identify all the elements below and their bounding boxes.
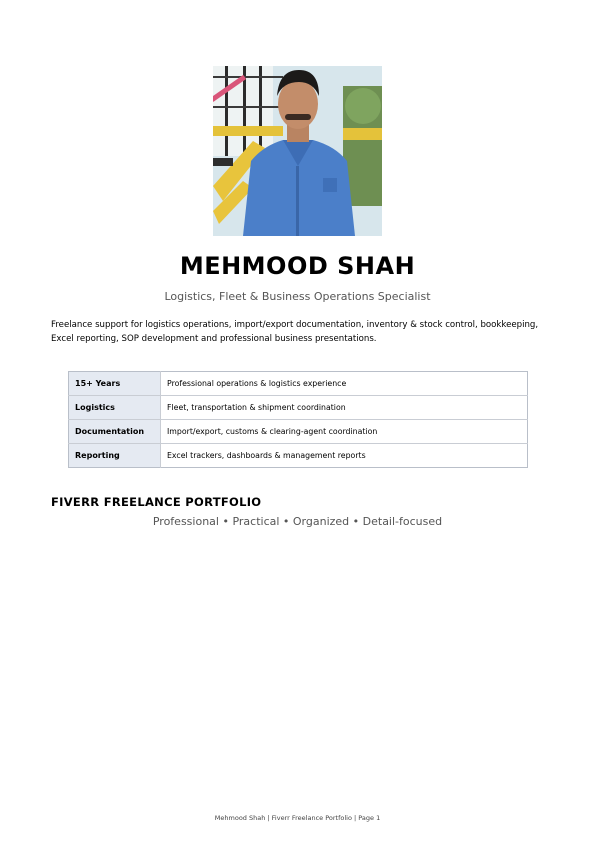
table-row <box>69 396 528 420</box>
table-row <box>69 372 528 396</box>
table-value-cell: Excel trackers, dashboards & management reports <box>161 444 528 468</box>
portfolio-heading: FIVERR FREELANCE PORTFOLIO <box>51 495 262 509</box>
table-key-cell: Documentation <box>69 420 161 444</box>
table-value-cell: Fleet, transportation & shipment coordination <box>161 396 528 420</box>
page-footer: Mehmood Shah | Fiverr Freelance Portfolio | Page 1 <box>214 814 381 822</box>
portfolio-tagline: Professional • Practical • Organized • Detail-focused <box>152 515 443 528</box>
profile-photo <box>213 66 382 236</box>
profile-subtitle: Logistics, Fleet & Business Operations Specialist <box>164 290 431 303</box>
table-key-cell: Logistics <box>69 396 161 420</box>
table-key-cell: 15+ Years <box>69 372 161 396</box>
intro-paragraph: Freelance support for logistics operations, import/export documentation, inventory & stock control, bookkeeping, Excel reporting, SOP development and professional business presentations. <box>51 320 539 344</box>
table-key-cell: Reporting <box>69 444 161 468</box>
table-row <box>69 420 528 444</box>
table-value-cell: Import/export, customs & clearing-agent coordination <box>161 420 528 444</box>
profile-photo-image <box>213 66 382 236</box>
table-row <box>69 444 528 468</box>
table-value-cell: Professional operations & logistics experience <box>161 372 528 396</box>
summary-table <box>68 371 528 468</box>
profile-name: MEHMOOD SHAH <box>179 252 416 280</box>
